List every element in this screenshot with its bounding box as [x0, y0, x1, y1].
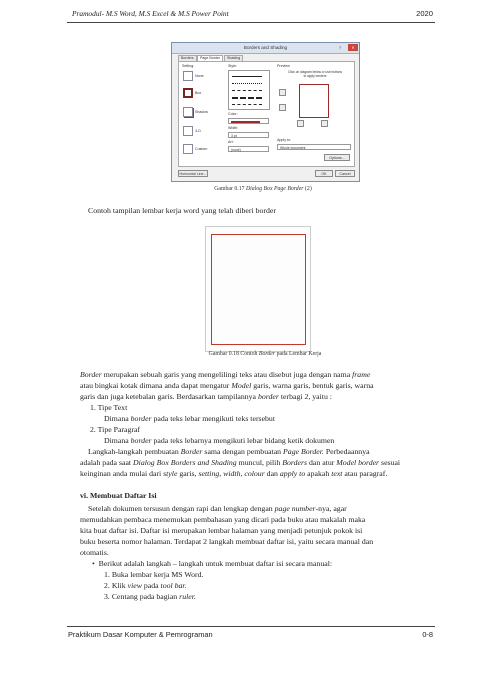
setting-shadow-label: Shadow: [195, 110, 208, 114]
list-item-2-desc: Dimana border pada teks lebarnya mengikuti lebar bidang ketik dokumen: [104, 436, 335, 445]
right-border-button[interactable]: [321, 120, 328, 127]
preview-label: Preview: [277, 64, 290, 68]
para3-line4: buku beserta nomor halaman. Terdapat 2 langkah membuat daftar isi, yaitu secara manual dan: [80, 537, 374, 546]
width-dropdown[interactable]: 3 pt: [228, 132, 269, 138]
apply-to-dropdown[interactable]: Whole document: [277, 144, 351, 150]
art-label: Art:: [228, 140, 234, 144]
setting-custom-icon[interactable]: [183, 144, 193, 154]
preview-page[interactable]: [299, 84, 329, 118]
cancel-button[interactable]: Cancel: [335, 170, 355, 177]
para2-line1: Langkah-langkah pembuatan Border sama dengan pembuatan Page Border. Perbedaannya: [88, 447, 370, 456]
para2-line2: adalah pada saat Dialog Box Borders and Shading muncul, pilih Borders dan atur Model border sesuai: [80, 458, 401, 467]
header-year: 2020: [416, 9, 433, 18]
color-label: Color:: [228, 112, 238, 116]
borders-shading-dialog: [171, 42, 360, 182]
footer-title: Praktikum Dasar Komputer & Pemrograman: [68, 630, 213, 639]
step-3: 3. Centang pada bagian ruler.: [104, 592, 196, 601]
para3-line5: otomatis.: [80, 548, 109, 557]
setting-none-icon[interactable]: [183, 71, 193, 81]
setting-3d-label: 3-D: [195, 129, 201, 133]
figure-caption-018: Gambar 0.18 Contoh Border pada Lembar Kerja: [208, 351, 322, 357]
section-heading: vi. Membuat Daftar Isi: [80, 491, 157, 500]
help-icon[interactable]: ?: [338, 45, 342, 50]
setting-box-label: Box: [195, 91, 202, 95]
apply-to-label: Apply to:: [277, 138, 291, 142]
setting-3d-icon[interactable]: [183, 126, 193, 136]
setting-none-label: None: [195, 74, 204, 78]
intro-text: Contoh tampilan lembar kerja word yang telah diberi border: [88, 206, 276, 215]
para1-line1: Border merupakan sebuah garis yang mengelilingi teks atau disebut juga dengan nama frame: [80, 370, 371, 379]
dialog-title: Borders and Shading: [243, 45, 288, 50]
top-border-button[interactable]: [279, 89, 286, 96]
step-2: 2. Klik view pada tool bar.: [104, 581, 187, 590]
list-item-1: 1. Tipe Text: [90, 403, 128, 412]
dialog-titlebar: [172, 43, 359, 54]
header-rule: [67, 22, 435, 23]
tab-page-border[interactable]: Page Border: [197, 55, 223, 62]
width-label: Width:: [228, 126, 239, 130]
bottom-border-button[interactable]: [279, 104, 286, 111]
para3-line3: kita buat daftar isi. Daftar isi merupakan lembar halaman yang menjadi petunjuk pokok isi: [80, 526, 363, 535]
para1-line2: atau bingkai kotak dimana anda dapat mengatur Model garis, warna garis, bentuk garis, warna: [80, 381, 374, 390]
preview-hint: Click on diagram below or use buttons to apply borders: [287, 70, 343, 78]
para3-line1: Setelah dokumen tersusun dengan rapi dan lengkap dengan page number-nya, agar: [88, 504, 347, 513]
bordered-page-example: [205, 226, 311, 352]
tab-shading[interactable]: Shading: [224, 55, 243, 62]
setting-label: Setting:: [182, 64, 195, 68]
tab-borders[interactable]: Borders: [178, 55, 197, 62]
close-icon[interactable]: ✕: [348, 44, 358, 51]
style-label: Style:: [228, 64, 237, 68]
options-button[interactable]: Options...: [324, 154, 350, 161]
setting-custom-label: Custom: [195, 147, 208, 151]
list-item-1-desc: Dimana border pada teks lebar mengikuti teks tersebut: [104, 414, 275, 423]
style-list[interactable]: [228, 70, 270, 110]
left-border-button[interactable]: [297, 120, 304, 127]
setting-box-icon[interactable]: [183, 88, 193, 98]
color-dropdown[interactable]: [228, 118, 269, 124]
para3-line2: memudahkan pembaca menemukan pembahasan yang dicari pada buku atau makalah maka: [80, 515, 366, 524]
page-border-frame: [211, 234, 306, 345]
figure-caption-017: Gambar 0.17 Dialog Box Page Border (2): [214, 186, 312, 192]
page-number: 0-8: [422, 630, 433, 639]
para1-line3: garis dan juga ketebalan garis. Berdasarkan tampilannya border terbagi 2, yaitu :: [80, 392, 332, 401]
bullet-item: • Berikut adalah langkah – langkah untuk membuat daftar isi secara manual:: [92, 559, 333, 568]
setting-shadow-icon[interactable]: [183, 107, 193, 117]
footer-rule: [67, 626, 435, 627]
step-1: 1. Buka lembar kerja MS Word.: [104, 570, 204, 579]
para2-line3: keinginan anda mulai dari style garis, setting, width, colour dan apply to apakah text atau paragraf.: [80, 469, 388, 478]
running-header: Pramodul- M.S Word, M.S Excel & M.S Power Point: [72, 9, 229, 18]
horizontal-line-button[interactable]: Horizontal Line...: [179, 172, 207, 176]
page-border-pane: [178, 61, 355, 167]
art-dropdown[interactable]: (none): [228, 146, 269, 152]
list-item-2: 2. Tipe Paragraf: [90, 425, 141, 434]
ok-button[interactable]: OK: [315, 170, 333, 177]
